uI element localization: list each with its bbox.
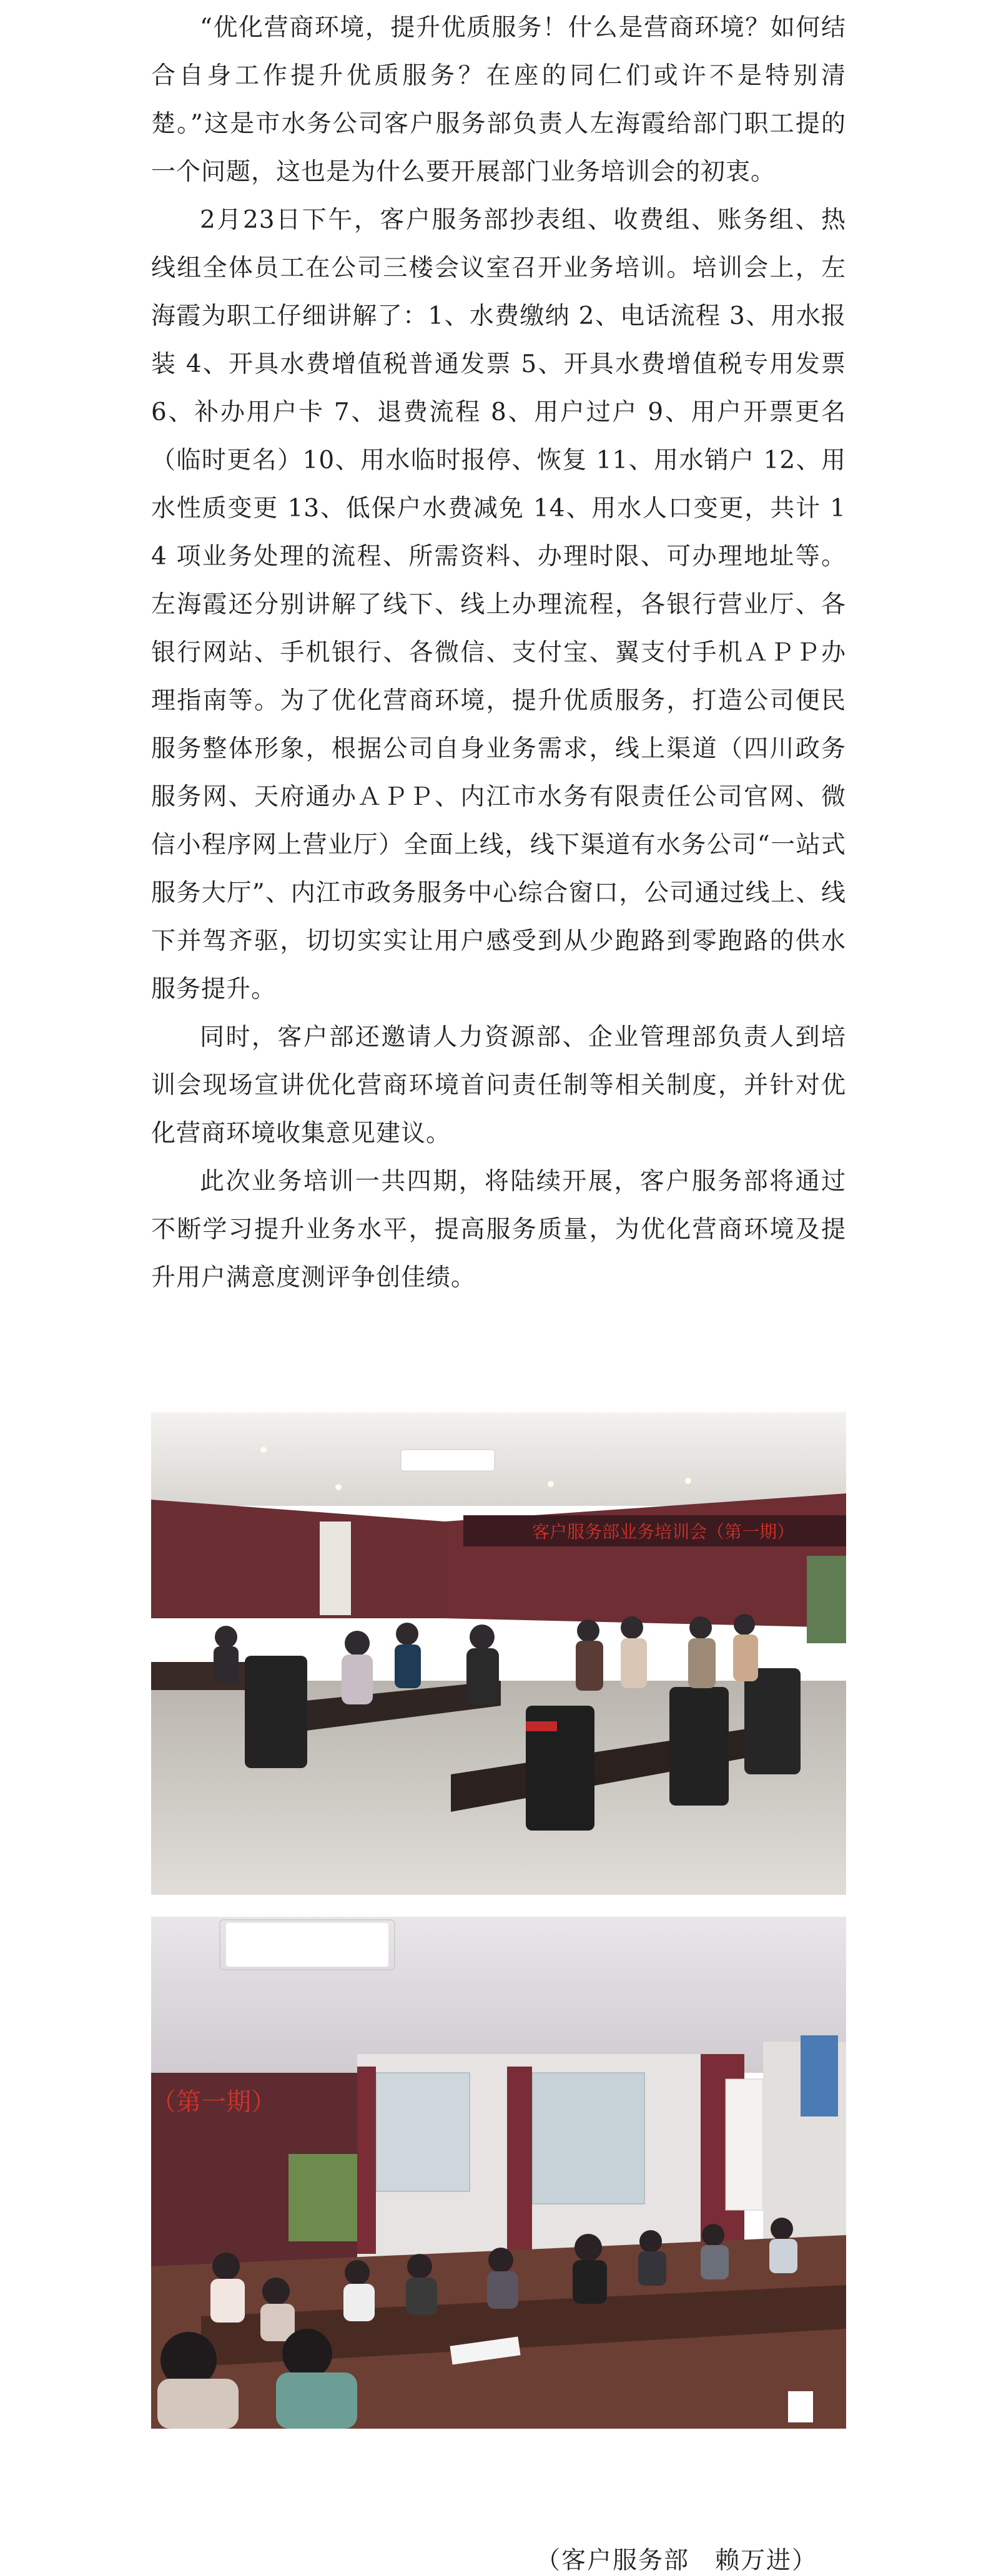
training-photo-1-image — [151, 1412, 846, 1895]
paragraph-conclusion: 此次业务培训一共四期，将陆续开展，客户服务部将通过不断学习提升业务水平，提高服务质量，为优化营商环境及提升用户满意度测评争创佳绩。 — [151, 1168, 846, 1292]
article — [151, 0, 846, 1302]
paragraph-invited-departments: 同时，客户部还邀请人力资源部、企业管理部负责人到培训会现场宣讲优化营商环境首问责任制等相关制度，并针对优化营商环境收集意见建议。 — [151, 1023, 846, 1148]
article-body — [151, 0, 846, 1302]
training-photo-2 — [151, 1917, 846, 2429]
paragraph-intro: “优化营商环境，提升优质服务！什么是营商环境？如何结合自身工作提升优质服务？在座的同仁们或许不是特别清楚。”这是市水务公司客户服务部负责人左海霞给部门职工提的一个问题，这也是为什么要开展部门业务培训会的初衷。 — [151, 14, 846, 186]
banner-text: 客户服务部业务培训会（第一期） — [531, 1522, 795, 1542]
paragraph-training-details: 2月23日下午，客户服务部抄表组、收费组、账务组、热线组全体员工在公司三楼会议室召开业务培训。培训会上，左海霞为职工仔细讲解了：1、水费缴纳 2、电话流程 3、用水报装 4、开具水费增值税普通发票 5、开具水费增值税专用发票 6、补办用户卡 7、退费流程 8、用户过户 9、用户开票更名（临时更名）10、用水临时报停、恢复 11、用水销户 12、用水性质变更 13、低保户水费减免 14、用水人口变更，共计 14 项业务处理的流程、所需资料、办理时限、可办理地址等。左海霞还分别讲解了线下、线上办理流程，各银行营业厅、各银行网站、手机银行、各微信、支付宝、翼支付手机ＡＰＰ办理指南等。为了优化营商环境，提升优质服务，打造公司便民服务整体形象，根据公司自身业务需求，线上渠道（四川政务服务网、天府通办ＡＰＰ、内江市水务有限责任公司官网、微信小程序网上营业厅）全面上线，线下渠道有水务公司“一站式服务大厅”、内江市政务服务中心综合窗口，公司通过线上、线下并驾齐驱，切切实实让用户感受到从少跑路到零跑路的供水服务提升。 — [151, 206, 846, 1003]
training-photo-2-image — [151, 1917, 846, 2429]
author-signature: （客户服务部 赖万进） — [536, 2547, 818, 2575]
training-photo-1 — [151, 1412, 846, 1895]
banner-text-2: （第一期） — [151, 2088, 276, 2116]
